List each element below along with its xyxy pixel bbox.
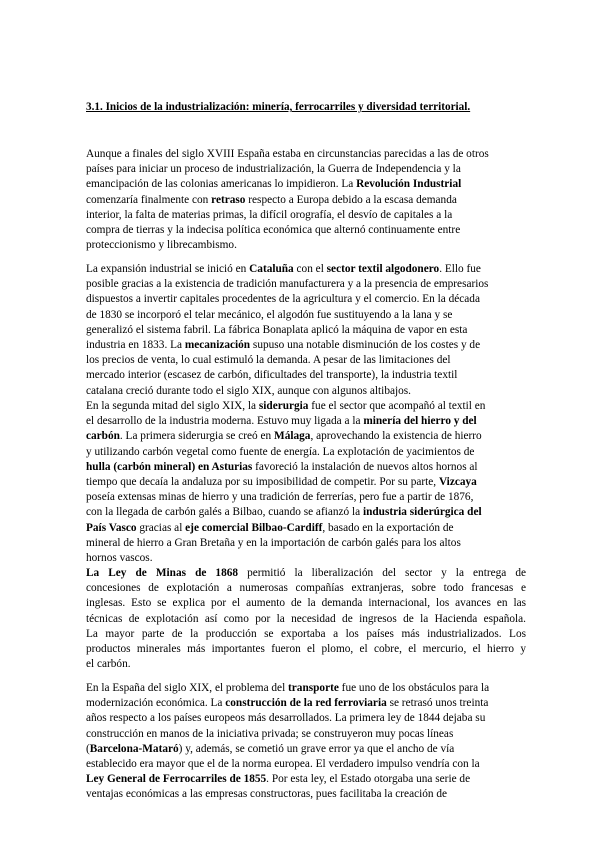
- text-run: países para iniciar un proceso de industrialización, la Guerra de Independencia y la: [86, 163, 461, 176]
- text-line: [86, 787, 526, 802]
- text-line: [86, 414, 526, 429]
- bold-term: eje comercial Bilbao-Cardiff: [185, 521, 323, 534]
- bold-term: hulla (carbón mineral) en Asturias: [86, 460, 253, 473]
- text-run: técnicas de explotación así como por la necesidad de ingresos de la Hacienda española.: [86, 612, 526, 625]
- text-run: ) y, además, se cometió un grave error ya que el ancho de vía: [178, 742, 455, 755]
- bold-term: retraso: [211, 193, 246, 206]
- text-line: [86, 727, 526, 742]
- text-run: con el: [293, 263, 327, 275]
- text-run: gracias al: [136, 521, 186, 534]
- bold-term: Revolución Industrial: [356, 178, 462, 191]
- text-line: [86, 368, 526, 383]
- text-line: [86, 505, 526, 520]
- text-run: y utilizando carbón vegetal como fuente de energía. La explotación de yacimientos de: [86, 445, 475, 458]
- paragraph-steel-industry: [86, 399, 526, 566]
- text-line: [86, 657, 526, 672]
- bold-term: industria siderúrgica del: [362, 506, 482, 519]
- text-run: el desarrollo de la industria moderna. Estuvo muy ligada a la: [86, 415, 364, 428]
- text-run: poseía extensas minas de hierro y una tradición de ferrerías, pero fue a partir de 1876,: [86, 491, 474, 504]
- bold-term: Cataluña: [249, 263, 294, 275]
- text-run: el carbón.: [86, 658, 131, 671]
- text-line: [86, 711, 526, 726]
- bold-term: sector textil algodonero: [326, 263, 440, 275]
- text-line: [86, 262, 526, 277]
- text-run: comenzaría finalmente con: [86, 193, 212, 206]
- text-line: [86, 238, 526, 253]
- text-run: fue uno de los obstáculos para la: [338, 682, 490, 694]
- text-run: generalizó el sistema fabril. La fábrica Bonaplata aplicó la máquina de vapor en esta: [86, 323, 468, 336]
- text-line: [86, 612, 526, 627]
- text-line: [86, 521, 526, 536]
- text-run: catalana creció durante todo el siglo XIX, aunque con algunos altibajos.: [86, 384, 411, 397]
- section-heading: 3.1. Inicios de la industrialización: minería, ferrocarriles y diversidad territorial.: [86, 101, 471, 113]
- bold-term: construcción de la red ferroviaria: [225, 697, 387, 710]
- bold-term: mecanización: [184, 338, 251, 351]
- bold-term: transporte: [288, 682, 339, 694]
- text-line: [86, 162, 526, 177]
- text-line: [86, 757, 526, 772]
- text-run: Aunque a finales del siglo XVIII España estaba en circunstancias parecidas a las de otros: [86, 148, 489, 160]
- text-run: los precios de venta, lo cual estimuló la demanda. A pesar de las limitaciones del: [86, 354, 451, 367]
- text-line: [86, 292, 526, 307]
- paragraph-industrialization-delay: [86, 147, 526, 253]
- text-run: productos minerales más importantes fueron el plomo, el cobre, el mercurio, el hierro y: [86, 642, 526, 655]
- text-run: emancipación de las colonias americanas lo impidieron. La: [86, 178, 357, 191]
- text-run: concesiones de explotación a numerosas compañías extranjeras, sobre todo francesas e: [86, 582, 526, 595]
- text-run: fue el sector que acompañó al textil en: [308, 400, 486, 412]
- text-line: [86, 460, 526, 475]
- bold-term: carbón: [86, 430, 120, 443]
- text-run: inglesas. Esto se explica por el aumento de la demanda internacional, los avances en las: [86, 597, 526, 610]
- text-line: [86, 323, 526, 338]
- bold-term: La Ley de Minas de 1868: [86, 567, 239, 579]
- text-line: [86, 596, 526, 611]
- text-run: con la llegada de carbón galés a Bilbao, cuando se afianzó la: [86, 506, 363, 519]
- text-run: modernización económica. La: [86, 697, 226, 710]
- text-run: de 1830 se incorporó el telar mecánico, el algodón fue sustituyendo a la lana y se: [86, 308, 453, 321]
- text-run: años respecto a los países europeos más desarrollados. La primera ley de 1844 dejaba su: [86, 712, 486, 725]
- text-run: . Por esta ley, el Estado otorgaba una serie de: [266, 773, 471, 786]
- text-run: compra de tierras y la indecisa política económica que alternó continuamente entre: [86, 223, 461, 236]
- text-run: se retrasó unos treinta: [386, 697, 489, 710]
- text-run: hornos vascos.: [86, 551, 153, 564]
- bold-term: Málaga: [274, 430, 311, 443]
- text-line: [86, 536, 526, 551]
- text-run: dispuestos a invertir capitales procedentes de la agricultura y el comercio. En la década: [86, 293, 480, 306]
- text-run: industria en 1833. La: [86, 338, 185, 351]
- text-line: [86, 551, 526, 566]
- text-line: [86, 642, 526, 657]
- text-line: [86, 147, 526, 162]
- text-line: [86, 429, 526, 444]
- text-line: [86, 177, 526, 192]
- text-run: permitió la liberalización del sector y la entrega de: [238, 567, 526, 579]
- text-line: [86, 581, 526, 596]
- text-run: ventajas económicas a las empresas constructoras, pues facilitaba la creación de: [86, 788, 448, 801]
- bold-term: Barcelona-Mataró: [89, 742, 179, 755]
- text-run: . La primera siderurgia se creó en: [119, 430, 275, 443]
- text-run: mercado interior (escasez de carbón, dificultades del transporte), la industria textil: [86, 369, 458, 382]
- text-run: , basado en la exportación de: [322, 521, 454, 534]
- paragraph-railway: [86, 681, 526, 803]
- text-run: proteccionismo y librecambismo.: [86, 239, 237, 252]
- text-run: . Ello fue: [439, 263, 481, 275]
- text-line: [86, 490, 526, 505]
- text-run: respecto a Europa debido a la escasa demanda: [245, 193, 457, 206]
- text-run: (: [86, 742, 90, 755]
- text-line: [86, 223, 526, 238]
- text-line: [86, 399, 526, 414]
- text-run: interior, la falta de materias primas, la difícil orografía, el desvío de capitales a la: [86, 208, 453, 221]
- bold-term: minería del hierro y del: [363, 415, 477, 428]
- bold-term: siderurgia: [258, 400, 309, 412]
- text-line: [86, 681, 526, 696]
- bold-term: País Vasco: [86, 521, 137, 534]
- text-line: [86, 742, 526, 757]
- text-line: [86, 308, 526, 323]
- text-run: construcción en manos de la iniciativa privada; se construyeron muy pocas líneas: [86, 727, 454, 740]
- text-line: [86, 772, 526, 787]
- text-run: La mayor parte de la producción se exportaba a los países más industrializados. Los: [86, 627, 526, 640]
- text-line: [86, 445, 526, 460]
- text-run: mineral de hierro a Gran Bretaña y en la importación de carbón galés para los altos: [86, 536, 461, 549]
- bold-term: Vizcaya: [438, 475, 477, 488]
- bold-term: Ley General de Ferrocarriles de 1855: [86, 773, 267, 786]
- text-line: [86, 277, 526, 292]
- text-run: tiempo que decaía la andaluza por su imposibilidad de competir. Por su parte,: [86, 475, 439, 488]
- text-line: [86, 193, 526, 208]
- text-line: [86, 384, 526, 399]
- text-run: La expansión industrial se inició en: [86, 263, 250, 275]
- text-run: favoreció la instalación de nuevos altos hornos al: [252, 460, 478, 473]
- text-run: establecido era mayor que el de la norma europea. El verdadero impulso vendría con la: [86, 757, 480, 770]
- text-line: [86, 208, 526, 223]
- text-run: posible gracias a la existencia de tradición manufacturera y a la presencia de empresarios: [86, 278, 489, 291]
- text-run: supuso una notable disminución de los costes y de: [250, 338, 481, 351]
- text-line: [86, 475, 526, 490]
- text-run: En la España del siglo XIX, el problema del: [86, 682, 289, 694]
- text-line: [86, 353, 526, 368]
- text-line: [86, 627, 526, 642]
- text-line: [86, 338, 526, 353]
- text-line: [86, 566, 526, 581]
- text-line: [86, 696, 526, 711]
- paragraph-mining-law: [86, 566, 526, 672]
- paragraph-textile-industry: [86, 262, 526, 399]
- text-run: En la segunda mitad del siglo XIX, la: [86, 400, 259, 412]
- text-run: , aprovechando la existencia de hierro: [310, 430, 482, 443]
